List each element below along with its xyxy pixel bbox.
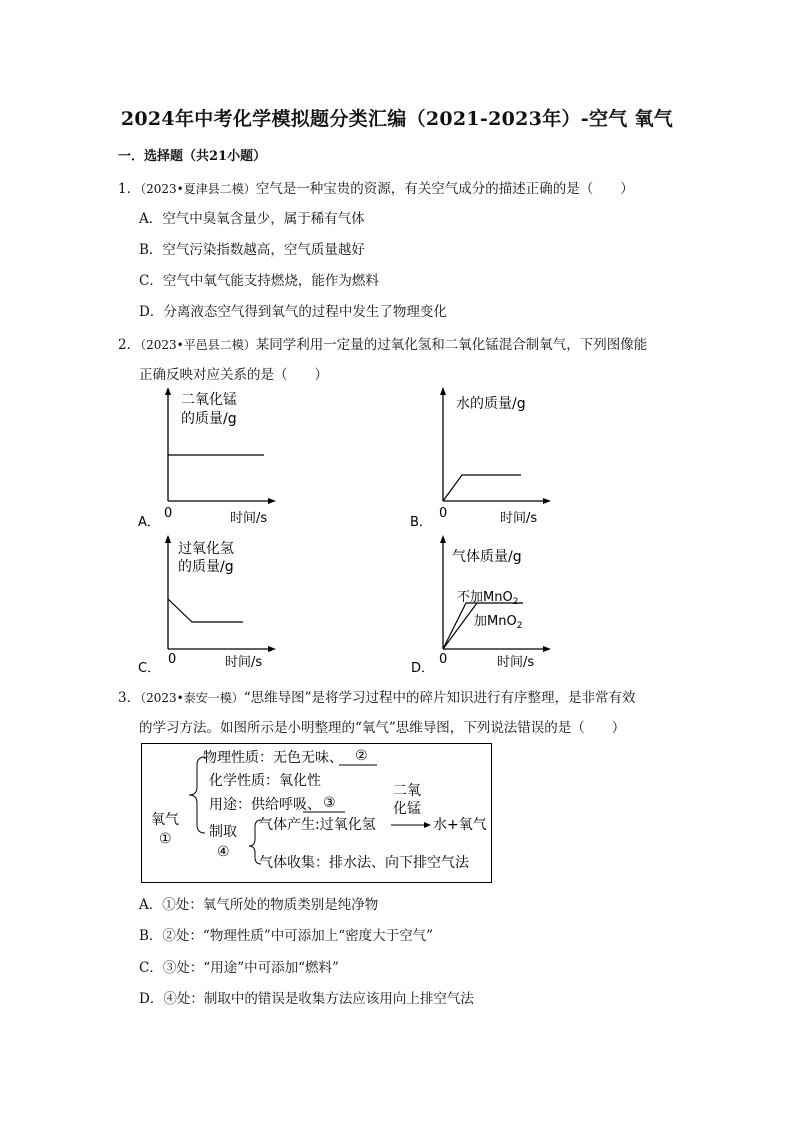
catalyst-label-1: 二氧 <box>393 783 421 799</box>
x-label: 时间/s <box>230 511 268 526</box>
section-heading: 一．选择题（共21小题） <box>118 149 267 164</box>
y-label-line2: 的质量/g <box>181 411 237 427</box>
x-axis-arrow <box>268 646 276 652</box>
graph-a <box>130 385 280 531</box>
question-source: （2023•夏津县二模） <box>140 182 256 196</box>
option-letter: D． <box>411 661 435 676</box>
question-number: 2． <box>118 337 141 353</box>
mark-1: ① <box>159 831 172 847</box>
main-brace <box>189 757 205 833</box>
preparation: 制取 <box>209 824 237 840</box>
y-axis-arrow <box>440 535 446 543</box>
y-label-line1: 二氧化锰 <box>181 392 237 408</box>
use: 用途：供给呼吸、 <box>209 797 321 813</box>
q3-option-a: A．①处：氧气所处的物质类别是纯净物 <box>139 897 379 913</box>
y-axis-arrow <box>165 387 171 395</box>
y-axis-arrow <box>165 535 171 543</box>
q1-option-c: C．空气中氧气能支持燃烧，能作为燃料 <box>139 273 379 289</box>
label-without-mno2: 不加MnO$_2$ <box>457 590 519 607</box>
catalyst-label-2: 化锰 <box>393 801 421 817</box>
mark-3: ③ <box>323 795 336 811</box>
y-label: 气体质量/g <box>452 549 522 565</box>
question-2-stem-line2: 正确反映对应关系的是（ ） <box>139 367 328 383</box>
y-axis-arrow <box>440 387 446 395</box>
oxygen-mind-map <box>141 743 493 884</box>
question-1-stem <box>118 177 634 197</box>
question-3-stem <box>118 686 636 706</box>
x-label: 时间/s <box>225 655 263 670</box>
q1-option-b: B．空气污染指数越高，空气质量越好 <box>139 242 365 258</box>
label-with-mno2: 加MnO$_2$ <box>474 614 523 631</box>
gas-collection: 气体收集：排水法、向下排空气法 <box>259 855 469 871</box>
q1-option-a: A．空气中臭氧含量少，属于稀有气体 <box>139 211 365 227</box>
x-axis-arrow <box>543 646 551 652</box>
x-axis-arrow <box>543 498 551 504</box>
gas-production: 气体产生:过氧化氢 <box>259 817 376 833</box>
graph-d <box>405 533 555 679</box>
mark-2: ② <box>355 748 368 764</box>
graph-b <box>405 385 555 531</box>
reaction-product: 水+氧气 <box>433 817 487 833</box>
question-number: 1． <box>118 181 141 197</box>
chemical-property: 化学性质：氧化性 <box>209 773 321 789</box>
data-line <box>443 475 521 501</box>
data-line <box>168 599 243 622</box>
x-label: 时间/s <box>497 655 535 670</box>
root-label: 氧气 <box>151 812 179 828</box>
graph-c <box>130 533 280 679</box>
origin-label: 0 <box>439 652 448 667</box>
question-2-stem <box>118 333 647 353</box>
q3-option-d: D．④处：制取中的错误是收集方法应该用向上排空气法 <box>139 991 474 1007</box>
q3-option-c: C．③处：“用途”中可添加“燃料” <box>139 960 339 976</box>
question-number: 3． <box>118 690 141 706</box>
data-line-with-mno2 <box>443 603 477 649</box>
question-text: 某同学利用一定量的过氧化氢和二氧化锰混合制氧气，下列图像能 <box>255 337 648 353</box>
option-letter: C． <box>138 661 161 676</box>
physical-property: 物理性质：无色无味、 <box>203 750 343 766</box>
option-letter: B． <box>410 515 432 530</box>
question-source: （2023•泰安一模） <box>140 691 244 705</box>
question-text: 空气是一种宝贵的资源，有关空气成分的描述正确的是（ ） <box>255 181 634 197</box>
x-axis-arrow <box>268 498 276 504</box>
question-3-stem-line2: 的学习方法。如图所示是小明整理的“氧气”思维导图，下列说法错误的是（ ） <box>139 720 626 736</box>
origin-label: 0 <box>164 506 173 521</box>
q3-option-b: B．②处：“物理性质”中可添加上“密度大于空气” <box>139 928 434 944</box>
mark-4: ④ <box>217 844 230 860</box>
y-label-line2: 的质量/g <box>178 559 234 575</box>
page-title: 2024年中考化学模拟题分类汇编（2021-2023年）-空气 氧气 <box>120 108 674 130</box>
question-source: （2023•平邑县二模） <box>140 338 256 352</box>
x-label: 时间/s <box>500 511 538 526</box>
reaction-arrow-head <box>424 822 431 828</box>
option-letter: A． <box>138 515 160 530</box>
y-label-line1: 过氧化氢 <box>178 541 234 557</box>
origin-label: 0 <box>168 652 177 667</box>
question-text: “思维导图”是将学习过程中的碎片知识进行有序整理，是非常有效 <box>243 690 636 706</box>
y-label: 水的质量/g <box>456 396 526 412</box>
q1-option-d: D．分离液态空气得到氧气的过程中发生了物理变化 <box>139 304 447 320</box>
origin-label: 0 <box>439 506 448 521</box>
